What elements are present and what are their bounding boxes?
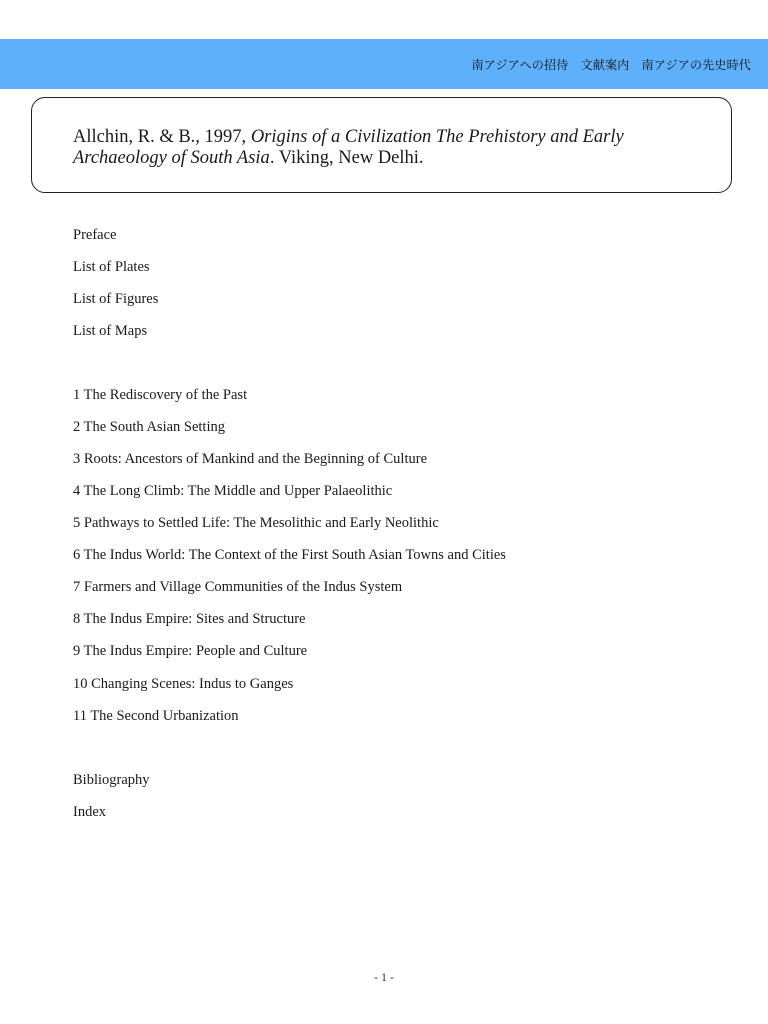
- toc-item-list-of-maps: List of Maps: [73, 323, 148, 339]
- citation-publisher: . Viking, New Delhi.: [269, 148, 424, 168]
- toc-chapter-9: 9 The Indus Empire: People and Culture: [73, 643, 308, 659]
- toc-chapter-4: 4 The Long Climb: The Middle and Upper Palaeolithic: [73, 483, 393, 499]
- toc-item-list-of-plates: List of Plates: [73, 259, 150, 275]
- page-number: - 1 -: [374, 970, 394, 984]
- toc-chapter-8: 8 The Indus Empire: Sites and Structure: [73, 611, 306, 627]
- header-bar: [0, 39, 768, 89]
- toc-chapter-6: 6 The Indus World: The Context of the First South Asian Towns and Cities: [73, 547, 506, 563]
- toc-chapter-10: 10 Changing Scenes: Indus to Ganges: [73, 676, 294, 692]
- toc-chapter-2: 2 The South Asian Setting: [73, 419, 225, 435]
- toc-chapter-7: 7 Farmers and Village Communities of the Indus System: [73, 579, 403, 595]
- toc-item-index: Index: [73, 804, 107, 820]
- citation-box: [31, 97, 732, 193]
- toc-chapter-5: 5 Pathways to Settled Life: The Mesolithic and Early Neolithic: [73, 515, 439, 531]
- toc-item-list-of-figures: List of Figures: [73, 291, 159, 307]
- toc-chapter-3: 3 Roots: Ancestors of Mankind and the Beginning of Culture: [73, 451, 428, 467]
- citation-title: Origins of a Civilization The Prehistory and Early Archaeology of South Asia: [73, 127, 624, 168]
- toc-chapter-11: 11 The Second Urbanization: [73, 708, 239, 724]
- citation: [73, 127, 713, 169]
- citation-authors: Allchin, R. & B., 1997,: [73, 127, 251, 147]
- toc-item-preface: Preface: [73, 227, 117, 243]
- toc-chapter-1: 1 The Rediscovery of the Past: [73, 387, 248, 403]
- toc-item-bibliography: Bibliography: [73, 772, 150, 788]
- header-breadcrumb: 南アジアへの招待 文献案内 南アジアの先史時代: [471, 58, 751, 72]
